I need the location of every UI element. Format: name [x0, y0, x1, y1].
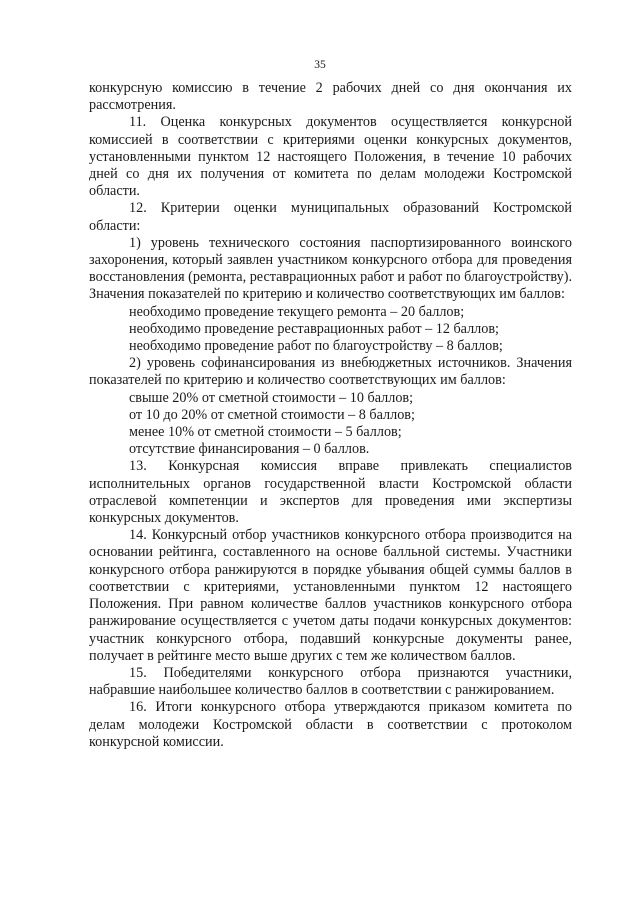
paragraph-11: 11. Оценка конкурсных документов осуществляется конкурсной комиссией в соответствии с критериями оценки конкурсных документов, установленными пунктом 12 настоящего Положения, в течение 10 рабочих дней со дня их получения от комитета по делам молодежи Костромской области.	[89, 114, 572, 200]
criterion-2-option: отсутствие финансирования – 0 баллов.	[129, 441, 370, 458]
criterion-2-option: свыше 20% от сметной стоимости – 10 баллов;	[129, 389, 414, 406]
criterion-2-option: менее 10% от сметной стоимости – 5 баллов;	[129, 424, 402, 441]
criterion-2-option: от 10 до 20% от сметной стоимости – 8 баллов;	[129, 406, 415, 423]
paragraph-13: 13. Конкурсная комиссия вправе привлекать специалистов исполнительных органов государственной власти Костромской области отраслевой компетенции и экспертов для проведения ими экспертизы конкурсных документов.	[89, 458, 572, 527]
criterion-1-option: необходимо проведение текущего ремонта – 20 баллов;	[129, 303, 465, 320]
criterion-1: 1) уровень технического состояния паспортизированного воинского захоронения, который заявлен участником конкурсного отбора для проведения восстановления (ремонта, реставрационных работ и работ по благоустройству). Значения показателей по критерию и количество соответствующих им баллов:	[89, 234, 572, 303]
paragraph-14: 14. Конкурсный отбор участников конкурсного отбора производится на основании рейтинга, составленного на основе балльной системы. Участники конкурсного отбора ранжируются в порядке убывания общей суммы баллов в соответствии с критериями, установленными пунктом 12 настоящего Положения. При равном количестве баллов участников конкурсного отбора ранжирование осуществляется с учетом даты подачи конкурсных документов: участник конкурсного отбора, подавший конкурсные документы ранее, получает в рейтинге место выше других с тем же количеством баллов.	[89, 527, 572, 664]
page-number: 35	[314, 59, 326, 71]
criterion-2: 2) уровень софинансирования из внебюджетных источников. Значения показателей по критерию и количество соответствующих им баллов:	[89, 355, 572, 389]
paragraph-12: 12. Критерии оценки муниципальных образований Костромской области:	[89, 200, 572, 234]
paragraph-continuation: конкурсную комиссию в течение 2 рабочих дней со дня окончания их рассмотрения.	[89, 80, 572, 114]
document-body	[89, 80, 572, 751]
paragraph-15: 15. Победителями конкурсного отбора признаются участники, набравшие наибольшее количество баллов в соответствии с ранжированием.	[89, 664, 572, 699]
paragraph-16: 16. Итоги конкурсного отбора утверждаются приказом комитета по делам молодежи Костромской области в соответствии с протоколом конкурсной комиссии.	[89, 699, 572, 750]
criterion-1-option: необходимо проведение работ по благоустройству – 8 баллов;	[129, 338, 503, 355]
criterion-1-option: необходимо проведение реставрационных работ – 12 баллов;	[129, 320, 499, 337]
